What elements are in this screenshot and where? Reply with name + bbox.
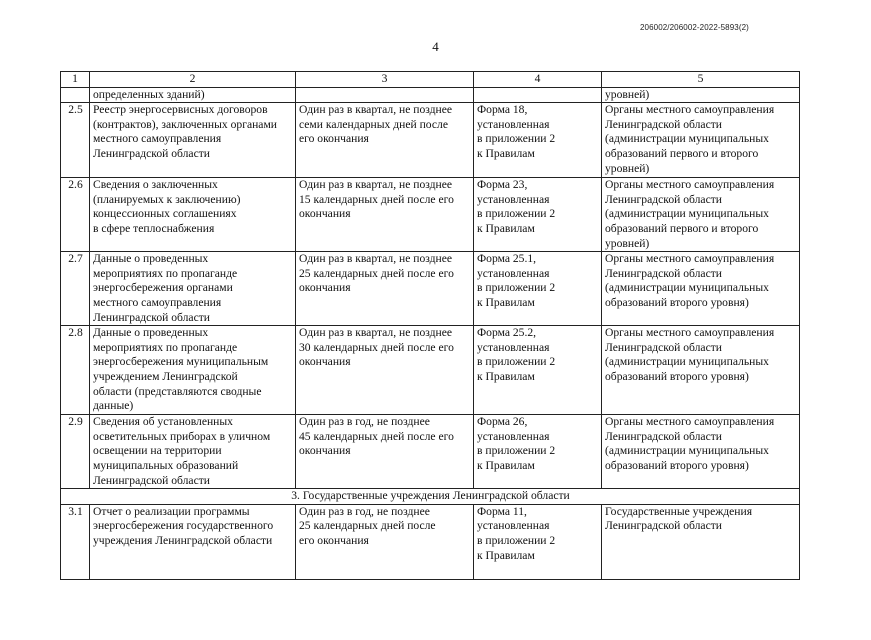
form-cell [474, 103, 602, 178]
text-line: Данные о проведенных [93, 252, 209, 266]
text-line: 25 календарных дней после его [299, 266, 454, 280]
row-number: 2.7 [61, 252, 90, 326]
text-line: Реестр энергосервисных договоров [93, 103, 268, 117]
text-line: 15 календарных дней после его [299, 192, 454, 206]
text-line: установленная [477, 117, 550, 131]
text-line: Ленинградской области [605, 340, 722, 354]
report-name-cell [90, 178, 296, 252]
text-line: осветительных приборах в уличном [93, 429, 271, 443]
text-line: в приложении 2 [477, 533, 556, 547]
period-cell [296, 103, 474, 178]
text-line: энергосбережения муниципальным [93, 355, 269, 369]
form-cell [474, 415, 602, 489]
text-line: данные) [93, 399, 134, 413]
row-number: 2.6 [61, 178, 90, 252]
text-line: Форма 11, [477, 504, 527, 518]
text-line: Один раз в квартал, не позднее [299, 103, 453, 117]
text-line: Один раз в квартал, не позднее [299, 252, 453, 266]
text-line: к Правилам [477, 295, 535, 309]
header-col-2: 2 [90, 72, 296, 88]
text-line: Форма 26, [477, 415, 528, 429]
text-line: окончания [299, 207, 351, 221]
text-line: (контрактов), заключенных органами [93, 117, 277, 131]
report-name-cell [90, 326, 296, 415]
text-line: (администрации муниципальных [605, 207, 769, 221]
text-line: 25 календарных дней после [299, 519, 436, 533]
text-line: концессионных соглашениях [93, 207, 237, 221]
text-line: образований второго уровня) [605, 458, 749, 472]
reporting-table [60, 71, 800, 580]
document-id: 206002/206002-2022-5893(2) [640, 23, 749, 32]
text-line: к Правилам [477, 369, 535, 383]
recipient-cell [602, 504, 800, 579]
text-line: Ленинградской области [93, 310, 210, 324]
text-line: Ленинградской области [605, 192, 722, 206]
text-line: Форма 25.1, [477, 252, 537, 266]
recipient-cell [602, 87, 800, 103]
table-row [61, 178, 800, 252]
period-cell [296, 415, 474, 489]
row-number [61, 87, 90, 103]
text-line: определенных зданий) [93, 87, 205, 101]
row-number: 2.9 [61, 415, 90, 489]
header-row [61, 72, 800, 88]
text-line: энергосбережения государственного [93, 519, 274, 533]
text-line: установленная [477, 192, 550, 206]
text-line: мероприятиях по пропаганде [93, 266, 238, 280]
text-line: Органы местного самоуправления [605, 415, 775, 429]
period-cell [296, 178, 474, 252]
text-line: Отчет о реализации программы [93, 504, 250, 518]
report-name-cell [90, 415, 296, 489]
text-line: образований первого и второго [605, 221, 759, 235]
text-line: муниципальных образований [93, 458, 239, 472]
text-line: семи календарных дней после [299, 117, 448, 131]
recipient-cell [602, 252, 800, 326]
recipient-cell [602, 178, 800, 252]
text-line: в приложении 2 [477, 132, 556, 146]
text-line: к Правилам [477, 548, 535, 562]
recipient-cell [602, 415, 800, 489]
text-line: Государственные учреждения [605, 504, 753, 518]
text-line: Ленинградской области [605, 117, 722, 131]
text-line: Один раз в год, не позднее [299, 504, 430, 518]
text-line: Ленинградской области [605, 519, 722, 533]
text-line: в приложении 2 [477, 207, 556, 221]
text-line: образований второго уровня) [605, 369, 749, 383]
row-number: 2.8 [61, 326, 90, 415]
header-col-3: 3 [296, 72, 474, 88]
report-name-cell [90, 504, 296, 579]
text-line: Сведения об установленных [93, 415, 233, 429]
section-title: 3. Государственные учреждения Ленинградской области [61, 489, 800, 505]
text-line: учреждения Ленинградской области [93, 533, 273, 547]
text-line: (администрации муниципальных [605, 444, 769, 458]
text-line: Один раз в год, не позднее [299, 415, 430, 429]
text-line: освещении на территории [93, 444, 222, 458]
report-name-cell [90, 252, 296, 326]
text-line: Органы местного самоуправления [605, 103, 775, 117]
text-line: уровней) [605, 161, 650, 175]
text-line: в приложении 2 [477, 355, 556, 369]
text-line: в приложении 2 [477, 281, 556, 295]
row-number: 2.5 [61, 103, 90, 178]
form-cell [474, 87, 602, 103]
row-number: 3.1 [61, 504, 90, 579]
text-line: установленная [477, 266, 550, 280]
text-line: (администрации муниципальных [605, 355, 769, 369]
text-line: мероприятиях по пропаганде [93, 340, 238, 354]
recipient-cell [602, 326, 800, 415]
text-line: Ленинградской области [93, 473, 210, 487]
text-line: местного самоуправления [93, 295, 222, 309]
form-cell [474, 326, 602, 415]
text-line: (планируемых к заключению) [93, 192, 241, 206]
text-line: к Правилам [477, 221, 535, 235]
text-line: его окончания [299, 533, 369, 547]
text-line: уровней) [605, 236, 650, 250]
text-line: (администрации муниципальных [605, 281, 769, 295]
period-cell [296, 504, 474, 579]
text-line: (администрации муниципальных [605, 132, 769, 146]
period-cell [296, 87, 474, 103]
text-line: Один раз в квартал, не позднее [299, 326, 453, 340]
table-row [61, 326, 800, 415]
text-line: уровней) [605, 87, 650, 101]
form-cell [474, 252, 602, 326]
table-row [61, 415, 800, 489]
text-line: окончания [299, 444, 351, 458]
text-line: Ленинградской области [93, 146, 210, 160]
text-line: местного самоуправления [93, 132, 222, 146]
table-row [61, 103, 800, 178]
text-line: к Правилам [477, 146, 535, 160]
text-line: в сфере теплоснабжения [93, 221, 215, 235]
text-line: образований первого и второго [605, 146, 759, 160]
form-cell [474, 178, 602, 252]
text-line: 30 календарных дней после его [299, 340, 454, 354]
text-line: образований второго уровня) [605, 295, 749, 309]
text-line: окончания [299, 355, 351, 369]
text-line: к Правилам [477, 458, 535, 472]
text-line: установленная [477, 429, 550, 443]
report-name-cell [90, 87, 296, 103]
table-row [61, 252, 800, 326]
text-line: Ленинградской области [605, 266, 722, 280]
text-line: Органы местного самоуправления [605, 252, 775, 266]
period-cell [296, 252, 474, 326]
text-line: Сведения о заключенных [93, 178, 218, 192]
text-line: установленная [477, 519, 550, 533]
text-line: Форма 25.2, [477, 326, 537, 340]
text-line: энергосбережения органами [93, 281, 233, 295]
text-line: окончания [299, 281, 351, 295]
text-line: Форма 18, [477, 103, 528, 117]
form-cell [474, 504, 602, 579]
text-line: Ленинградской области [605, 429, 722, 443]
text-line: области (представляются сводные [93, 384, 262, 398]
header-col-5: 5 [602, 72, 800, 88]
recipient-cell [602, 103, 800, 178]
header-col-1: 1 [61, 72, 90, 88]
page-number: 4 [432, 39, 439, 54]
text-line: Форма 23, [477, 178, 528, 192]
section-header-row [61, 489, 800, 505]
text-line: 45 календарных дней после его [299, 429, 454, 443]
table-row [61, 504, 800, 579]
report-name-cell [90, 103, 296, 178]
continuation-row [61, 87, 800, 103]
text-line: его окончания [299, 132, 369, 146]
text-line: в приложении 2 [477, 444, 556, 458]
text-line: установленная [477, 340, 550, 354]
text-line: Один раз в квартал, не позднее [299, 178, 453, 192]
text-line: Данные о проведенных [93, 326, 209, 340]
text-line: Органы местного самоуправления [605, 178, 775, 192]
text-line: учреждением Ленинградской [93, 369, 238, 383]
header-col-4: 4 [474, 72, 602, 88]
text-line: Органы местного самоуправления [605, 326, 775, 340]
period-cell [296, 326, 474, 415]
